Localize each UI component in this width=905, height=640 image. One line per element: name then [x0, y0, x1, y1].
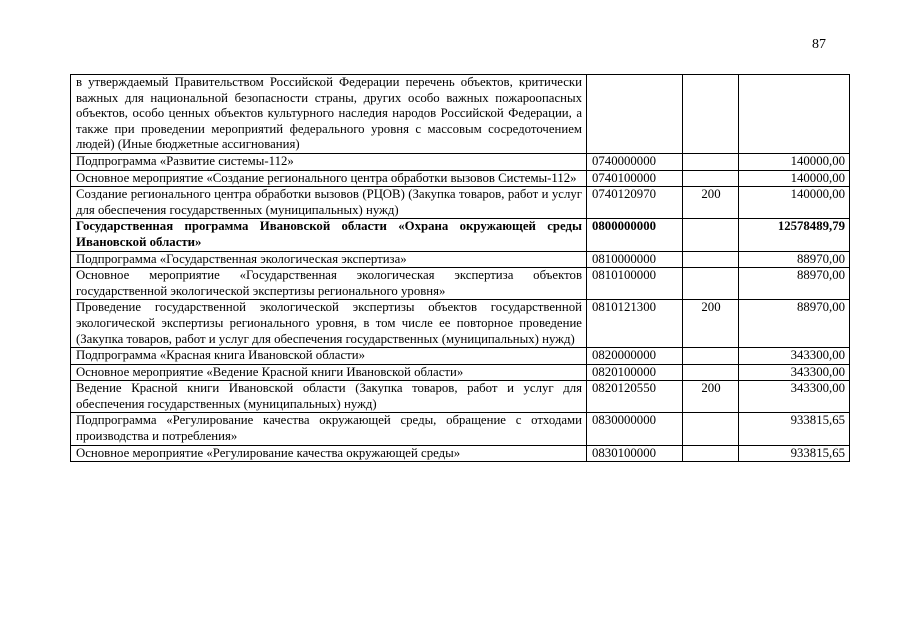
- row-code-cell: 0820000000: [587, 348, 683, 365]
- table-row: [71, 364, 850, 381]
- table-row: [71, 348, 850, 365]
- row-code-cell: 0830100000: [587, 445, 683, 462]
- row-type-cell: 200: [683, 300, 739, 348]
- row-amount-cell: 933815,65: [739, 413, 850, 445]
- row-type-cell: 200: [683, 381, 739, 413]
- row-type-cell: [683, 348, 739, 365]
- row-amount-cell: 140000,00: [739, 187, 850, 219]
- row-name-cell: Подпрограмма «Развитие системы-112»: [71, 153, 587, 170]
- row-name-cell: Основное мероприятие «Создание регионального центра обработки вызовов Системы-112»: [71, 170, 587, 187]
- row-amount-cell: 140000,00: [739, 170, 850, 187]
- row-name-cell: Государственная программа Ивановской области «Охрана окружающей среды Ивановской области»: [71, 219, 587, 251]
- row-type-cell: [683, 170, 739, 187]
- row-amount-cell: 12578489,79: [739, 219, 850, 251]
- row-type-cell: [683, 268, 739, 300]
- row-type-cell: [683, 364, 739, 381]
- row-amount-cell: 88970,00: [739, 251, 850, 268]
- row-type-cell: 200: [683, 187, 739, 219]
- row-type-cell: [683, 153, 739, 170]
- row-code-cell: 0810000000: [587, 251, 683, 268]
- table-row: [71, 219, 850, 251]
- row-name-cell: Ведение Красной книги Ивановской области (Закупка товаров, работ и услуг для обеспечения государственных (муниципальных) нужд): [71, 381, 587, 413]
- row-code-cell: 0820120550: [587, 381, 683, 413]
- row-code-cell: 0820100000: [587, 364, 683, 381]
- row-code-cell: 0800000000: [587, 219, 683, 251]
- row-amount-cell: [739, 75, 850, 154]
- row-code-cell: 0740100000: [587, 170, 683, 187]
- row-code-cell: 0810121300: [587, 300, 683, 348]
- row-name-cell: Подпрограмма «Государственная экологическая экспертиза»: [71, 251, 587, 268]
- row-name-cell: Основное мероприятие «Государственная экологическая экспертиза объектов государственной экологической экспертизы регионального уровня»: [71, 268, 587, 300]
- row-name-cell: Создание регионального центра обработки вызовов (РЦОВ) (Закупка товаров, работ и услуг для обеспечения государственных (муниципальных) нужд): [71, 187, 587, 219]
- row-type-cell: [683, 251, 739, 268]
- row-amount-cell: 343300,00: [739, 381, 850, 413]
- table-row: [71, 251, 850, 268]
- table-row: [71, 445, 850, 462]
- row-type-cell: [683, 413, 739, 445]
- row-code-cell: 0830000000: [587, 413, 683, 445]
- row-amount-cell: 88970,00: [739, 268, 850, 300]
- table-row: [71, 381, 850, 413]
- row-name-cell: в утверждаемый Правительством Российской Федерации перечень объектов, критически важных для национальной безопасности страны, других особо важных пожароопасных объектов, особо ценных объектов культурного наследия народов Российской Федерации, а также при проведении мероприятий федерального уровня с массовым сосредоточением людей) (Иные бюджетные ассигнования): [71, 75, 587, 154]
- row-code-cell: [587, 75, 683, 154]
- row-type-cell: [683, 219, 739, 251]
- table-row: [71, 170, 850, 187]
- table-row: [71, 75, 850, 154]
- row-type-cell: [683, 75, 739, 154]
- row-name-cell: Основное мероприятие «Регулирование качества окружающей среды»: [71, 445, 587, 462]
- row-amount-cell: 343300,00: [739, 364, 850, 381]
- row-name-cell: Проведение государственной экологической экспертизы объектов государственной экологической экспертизы регионального уровня, в том числе ее повторное проведение (Закупка товаров, работ и услуг для обеспечения государственных (муниципальных) нужд): [71, 300, 587, 348]
- row-amount-cell: 88970,00: [739, 300, 850, 348]
- row-code-cell: 0810100000: [587, 268, 683, 300]
- budget-table: [70, 74, 850, 462]
- table-row: [71, 300, 850, 348]
- row-amount-cell: 933815,65: [739, 445, 850, 462]
- row-type-cell: [683, 445, 739, 462]
- budget-table-body: [71, 75, 850, 462]
- row-code-cell: 0740000000: [587, 153, 683, 170]
- table-row: [71, 153, 850, 170]
- row-amount-cell: 140000,00: [739, 153, 850, 170]
- row-name-cell: Подпрограмма «Красная книга Ивановской области»: [71, 348, 587, 365]
- row-amount-cell: 343300,00: [739, 348, 850, 365]
- table-row: [71, 413, 850, 445]
- table-row: [71, 187, 850, 219]
- table-row: [71, 268, 850, 300]
- row-name-cell: Подпрограмма «Регулирование качества окружающей среды, обращение с отходами производства и потребления»: [71, 413, 587, 445]
- row-name-cell: Основное мероприятие «Ведение Красной книги Ивановской области»: [71, 364, 587, 381]
- row-code-cell: 0740120970: [587, 187, 683, 219]
- page-number: 87: [812, 37, 826, 52]
